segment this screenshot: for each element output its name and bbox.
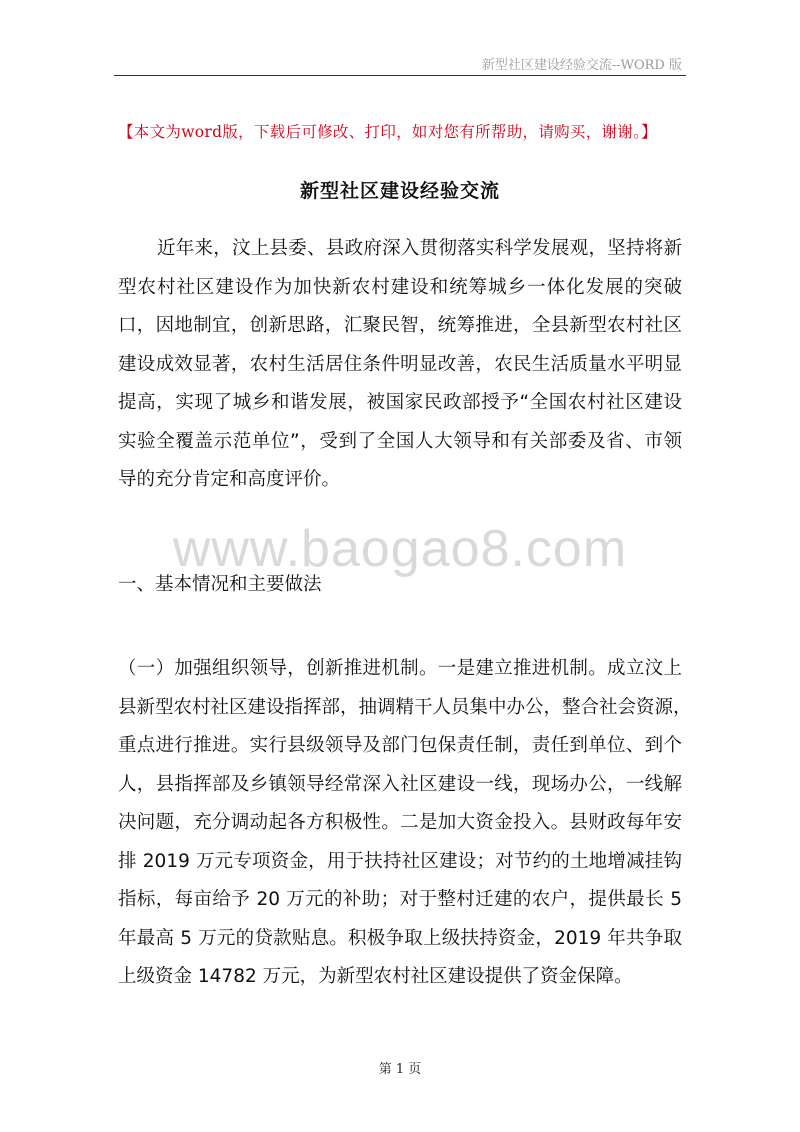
download-notice: 【本文为word版，下载后可修改、打印，如对您有所帮助，请购买，谢谢。】 <box>118 123 657 141</box>
intro-paragraph <box>118 230 682 500</box>
page-number: 第 1 页 <box>378 1062 422 1077</box>
paragraph-line: 口，因地制宜，创新思路，汇聚民智，统筹推进，全县新型农村社区 <box>118 315 682 336</box>
paragraph-line: 排 2019 万元专项资金，用于扶持社区建设；对节约的土地增减挂钩 <box>118 850 682 872</box>
paragraph-line: 年最高 5 万元的贷款贴息。积极争取上级扶持资金，2019 年共争取 <box>118 927 682 949</box>
body-paragraph <box>118 650 692 997</box>
paragraph-line: 决问题，充分调动起各方积极性。二是加大资金投入。县财政每年安 <box>118 812 682 833</box>
paragraph-line: 建设成效显著，农村生活居住条件明显改善，农民生活质量水平明显 <box>118 353 682 375</box>
paragraph-line: 实验全覆盖示范单位”，受到了全国人大领导和有关部委及省、市领 <box>118 430 682 452</box>
paragraph-line: 导的充分肯定和高度评价。 <box>118 469 341 490</box>
paragraph-line: 型农村社区建设作为加快新农村建设和统筹城乡一体化发展的突破 <box>118 276 682 298</box>
section-heading: 一、基本情况和主要做法 <box>118 574 322 595</box>
paragraph-line: （一）加强组织领导，创新推进机制。一是建立推进机制。成立汶上 <box>118 658 682 679</box>
paragraph-line: 人，县指挥部及乡镇领导经常深入社区建设一线，现场办公，一线解 <box>118 773 682 795</box>
document-title: 新型社区建设经验交流 <box>299 180 500 202</box>
paragraph-line: 提高，实现了城乡和谐发展，被国家民政部授予“全国农村社区建设 <box>118 392 682 413</box>
header-rule <box>114 75 686 76</box>
running-header: 新型社区建设经验交流--WORD 版 <box>481 58 682 73</box>
paragraph-line: 重点进行推进。实行县级领导及部门包保责任制，责任到单位、到个 <box>118 735 682 756</box>
paragraph-line: 近年来，汶上县委、县政府深入贯彻落实科学发展观，坚持将新 <box>157 238 682 259</box>
paragraph-line: 县新型农村社区建设指挥部，抽调精干人员集中办公，整合社会资源， <box>118 696 692 718</box>
paragraph-line: 指标，每亩给予 20 万元的补助；对于整村迁建的农户，提供最长 5 <box>118 889 682 910</box>
paragraph-line: 上级资金 14782 万元，为新型农村社区建设提供了资金保障。 <box>118 966 633 987</box>
watermark: www.baogao8.com <box>172 520 628 578</box>
